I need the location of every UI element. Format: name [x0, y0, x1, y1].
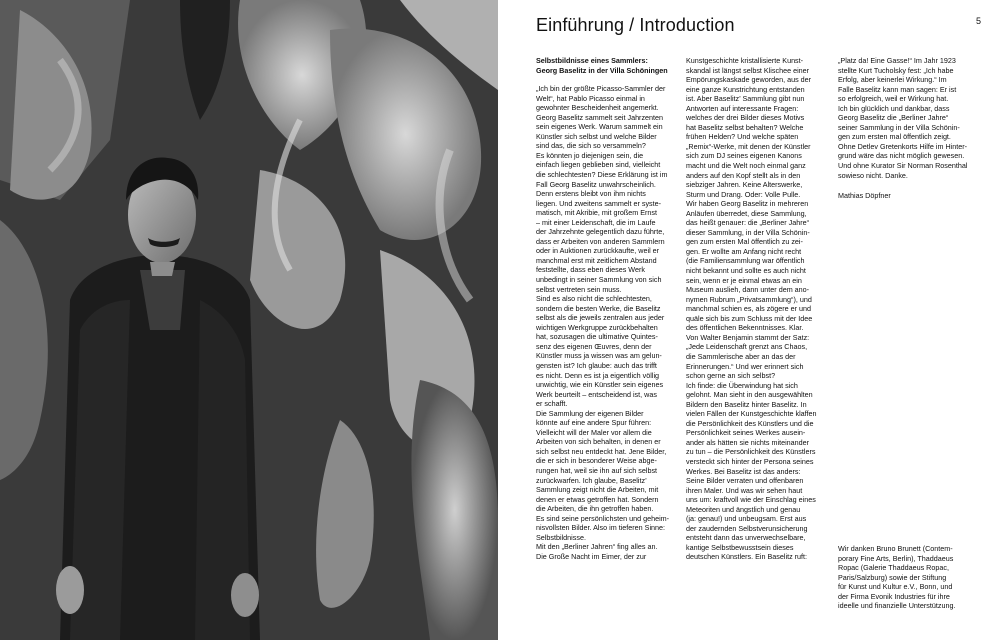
text-line: Es könnten jo diejenigen sein, die: [536, 150, 644, 160]
text-line: er schafft.: [536, 399, 568, 409]
text-line: Und ohne Kurator Sir Norman Rosenthal: [838, 161, 968, 171]
text-line: siebziger Jahren. Keine Alterswerke,: [686, 180, 803, 190]
text-line: die schlechtesten? Diese Erklärung ist im: [536, 170, 668, 180]
text-line: Ich bin glücklich und dankbar, dass: [838, 103, 950, 113]
text-line: entsteht dann das unverwechselbare,: [686, 533, 806, 543]
text-line: gelohnt. Man sieht in den ausgewählten: [686, 390, 813, 400]
text-line: unwichtig, wie ein Künstler sein eigenes: [536, 380, 664, 390]
text-line: nisvollsten Bilder. Also im tieferen Sinne:: [536, 523, 666, 533]
text-line: die Persönlichkeit des Künstlers und die: [686, 418, 814, 428]
text-line: dass er Arbeiten von anderen Sammlern: [536, 236, 665, 246]
text-line: Georg Baselitz die „Berliner Jahre“: [838, 113, 949, 123]
text-line: Werkes. Bei Baselitz ist das anders:: [686, 466, 801, 476]
text-line: frühen Helden? Und welche späten: [686, 132, 799, 142]
text-line: anders auf den Kopf stellt als in den: [686, 170, 801, 180]
text-line: nicht bekannt und sollte es auch nicht: [686, 266, 806, 276]
text-line: Seine Bilder verraten und offenbaren: [686, 476, 804, 486]
text-line: manchmal erst mit zeitlichem Abstand: [536, 255, 657, 265]
text-line: Erinnerungen.“ Und wer erinnert sich: [686, 361, 804, 371]
text-line: hat Baselitz selbst behalten? Welche: [686, 122, 804, 132]
text-page: [498, 0, 1000, 640]
text-line: Anläufen überredet, diese Sammlung,: [686, 208, 807, 218]
text-line: gewohnter Bescheidenheit angemerkt.: [536, 103, 659, 113]
photo-image: [0, 0, 498, 640]
text-line: Die Sammlung der eigenen Bilder: [536, 408, 644, 418]
text-line: der Firma Evonik Industries für ihre: [838, 591, 950, 601]
text-line: gen. Er wollte am Anfang nicht recht: [686, 246, 802, 256]
text-line: stellte Kurt Tucholsky fest: „Ich habe: [838, 65, 954, 75]
text-column-2: [686, 56, 836, 562]
text-line: Erfolg, aber keinerlei Wirkung.“ Im: [838, 75, 947, 85]
text-line: senz des eigenen Œuvres, denn der: [536, 341, 652, 351]
text-line: Selbstbildnisse.: [536, 532, 586, 542]
acknowledgements: [838, 544, 988, 611]
text-line: Die Große Nacht im Eimer, der zur: [536, 551, 647, 561]
text-line: ihren Maler. Und was wir sehen haut: [686, 485, 803, 495]
section-heading-line: Georg Baselitz in der Villa Schöningen: [536, 65, 668, 75]
text-line: – mit einer Leidenschaft, die im Laufe: [536, 217, 656, 227]
text-line: porary Fine Arts, Berlin), Thaddaeus: [838, 553, 954, 563]
text-line: Paris/Salzburg) sowie der Stiftung: [838, 572, 947, 582]
text-line: könnte auf eine andere Spur führen:: [536, 418, 652, 428]
text-line: Ich finde: die Überwindung hat sich: [686, 380, 798, 390]
text-line: sein, wenn er je einmal etwas an ein: [686, 275, 802, 285]
text-line: Künstler sich selbst und welche Bilder: [536, 131, 657, 141]
text-line: die Arbeiten, die ihn getroffen haben.: [536, 504, 654, 514]
text-line: (ja: genau!) und unbeugsam. Erst aus: [686, 514, 807, 524]
text-line: zu tun – die Persönlichkeit des Künstlers: [686, 447, 816, 457]
text-line: Ohne Detlev Gretenkorts Hilfe im Hinter-: [838, 141, 968, 151]
text-line: Werk beurteilt – entscheidend ist, was: [536, 389, 657, 399]
text-line: „Remix“-Werke, mit denen der Künstler: [686, 141, 811, 151]
text-line: Sammlung zeigt nicht die Arbeiten, mit: [536, 485, 659, 495]
text-line: es nicht. Denn es ist ja eigentlich völlig: [536, 370, 660, 380]
text-line: Von Walter Benjamin stammt der Satz:: [686, 332, 810, 342]
text-line: deutschen Künstlers. Ein Baselitz ruft:: [686, 552, 808, 562]
text-line: versteckt sich hinter der Persona seines: [686, 456, 814, 466]
text-line: Es sind seine persönlichsten und geheim-: [536, 513, 670, 523]
text-line: „Ich bin der größte Picasso-Sammler der: [536, 84, 666, 94]
text-line: grund wäre das nicht möglich gewesen.: [838, 151, 965, 161]
text-line: vielen Fällen der Kunstgeschichte klaffen: [686, 409, 817, 419]
text-line: Arbeiten von sich behalten, in denen er: [536, 437, 661, 447]
text-line: quäle sich bis zum Schluss mit der Idee: [686, 313, 813, 323]
text-line: „Jede Leidenschaft grenzt ans Chaos,: [686, 342, 808, 352]
text-line: die Sammlerische aber an das der: [686, 351, 796, 361]
text-line: welches der drei Bilder dieses Motivs: [686, 113, 805, 123]
text-line: macht und die Welt noch einmal ganz: [686, 161, 806, 171]
text-line: sondern die besten Werke, die Baselitz: [536, 303, 661, 313]
text-line: nymen Rubrum „Privatsammlung“), und: [686, 294, 812, 304]
text-line: unbedingt in seiner Sammlung von sich: [536, 275, 662, 285]
text-line: selbst als die jeweils zentralen aus jeder: [536, 313, 665, 323]
text-line: Meteoriten und ängstlich und genau: [686, 504, 801, 514]
text-line: ist. Aber Baselitz’ Sammlung gibt nun: [686, 94, 805, 104]
text-line: sich selbst neu entdeckt hat. Jene Bilder,: [536, 446, 667, 456]
text-line: Sturm und Drang. Oder: Volle Pulle.: [686, 189, 801, 199]
text-line: Persönlichkeit seines Werkes ausein-: [686, 428, 806, 438]
text-line: rungen hat, weil sie ihn auf sich selbst: [536, 465, 658, 475]
text-line: Falle Baselitz kann man sagen: Er ist: [838, 84, 957, 94]
text-line: Vielleicht will der Maler vor allem die: [536, 427, 652, 437]
text-line: des öffentlichen Bekenntnisses. Klar.: [686, 323, 804, 333]
text-line: schon gerne an sich selbst?: [686, 371, 776, 381]
text-line: Wir danken Bruno Brunett (Contem-: [838, 544, 953, 553]
text-line: manchmal schien es, als zögere er und: [686, 304, 812, 314]
text-line: sich zum DJ seines eigenen Kanons: [686, 151, 802, 161]
text-line: der Jahrzehnte gelegentlich dazu führte,: [536, 227, 665, 237]
text-line: für Kunst und Kultur e.V., Bonn, und: [838, 582, 953, 592]
text-line: gen zum ersten Mal öffentlich zu zei-: [686, 237, 803, 247]
text-line: feststellte, dass eben dieses Werk: [536, 265, 645, 275]
page-title: Einführung / Introduction: [536, 15, 735, 35]
text-line: sind das, die sich so versammeln?: [536, 141, 646, 151]
text-line: Antworten auf interessante Fragen:: [686, 103, 799, 113]
text-line: matisch, mit Akribie, mit großem Ernst: [536, 208, 658, 218]
text-line: eine ganze Kunstrichtung entstanden: [686, 84, 805, 94]
text-line: Welt“, hat Pablo Picasso einmal in: [536, 93, 645, 103]
text-line: (die Familiensammlung war öffentlich: [686, 256, 805, 266]
text-line: Kunstgeschichte kristallisierte Kunst-: [686, 56, 804, 65]
text-line: skandal ist längst selbst Klischee einer: [686, 65, 810, 75]
text-line: uns um: kraftvoll wie der Einschlag eines: [686, 495, 816, 505]
text-line: denen er etwas getroffen hat. Sondern: [536, 494, 659, 504]
text-line: Sind es also nicht die schlechtesten,: [536, 294, 652, 304]
text-line: gensten ist? Ich glaube: auch das trifft: [536, 360, 657, 370]
text-line: selbst vertreten sein muss.: [536, 284, 622, 294]
page-number: 5: [976, 16, 982, 26]
text-line: einfach liegen geblieben sind, vielleicht: [536, 160, 661, 170]
text-line: Denn erstens bleibt von ihm nichts: [536, 189, 646, 199]
author-signature: Mathias Döpfner: [838, 191, 891, 201]
text-line: seiner Sammlung in der Villa Schönin-: [838, 122, 960, 132]
text-line: wichtigen Werkgruppe zurückbehalten: [536, 322, 658, 332]
portrait-photo: [0, 0, 498, 640]
text-line: sowieso nicht. Danke.: [838, 170, 908, 180]
text-line: dieser Sammlung, in der Villa Schönin-: [686, 227, 810, 237]
text-line: sein eigenes Werk. Warum sammelt ein: [536, 122, 663, 132]
text-line: „Platz da! Eine Gasse!“ Im Jahr 1923: [838, 56, 956, 65]
text-column-3: [838, 56, 988, 201]
section-heading-line: Selbstbildnisse eines Sammlers:: [536, 56, 648, 65]
text-line: die er sich in besonderer Weise abge-: [536, 456, 657, 466]
text-line: gen zum ersten mal öffentlich zeigt.: [838, 132, 951, 142]
text-line: Empörungskaskade geworden, aus der: [686, 75, 812, 85]
text-line: das heißt genauer: die „Berliner Jahre“: [686, 218, 810, 228]
text-line: hat, sozusagen die ultimative Quintes-: [536, 332, 658, 342]
text-line: Georg Baselitz sammelt seit Jahrzenten: [536, 112, 664, 122]
text-line: Ropac (Galerie Thaddaeus Ropac,: [838, 563, 949, 573]
text-line: ideelle und finanzielle Unterstützung.: [838, 601, 956, 611]
text-line: Fall Georg Baselitz unwahrscheinlich.: [536, 179, 656, 189]
text-line: Bildern den Baselitz hinter Baselitz. In: [686, 399, 807, 409]
text-line: ander als hätten sie nichts miteinander: [686, 437, 810, 447]
text-line: Wir haben Georg Baselitz in mehreren: [686, 199, 809, 209]
text-line: liegen. Und zweitens sammelt er syste-: [536, 198, 662, 208]
text-line: der zaudernden Selbstverunsicherung: [686, 523, 808, 533]
text-line: Künstler muss ja wissen was am gelun-: [536, 351, 662, 361]
text-column-1: [536, 56, 686, 561]
text-line: Mit den „Berliner Jahren“ fing alles an.: [536, 542, 658, 552]
text-line: kantige Selbstbewusstsein dieses: [686, 542, 794, 552]
text-line: Museum auslieh, dann unter dem ano-: [686, 285, 810, 295]
text-line: zurückwarfen. Ich glaube, Baselitz’: [536, 475, 647, 485]
text-line: oder in Auktionen zurückkaufte, weil er: [536, 246, 660, 256]
text-line: so erfolgreich, weil er Wirkung hat.: [838, 94, 949, 104]
